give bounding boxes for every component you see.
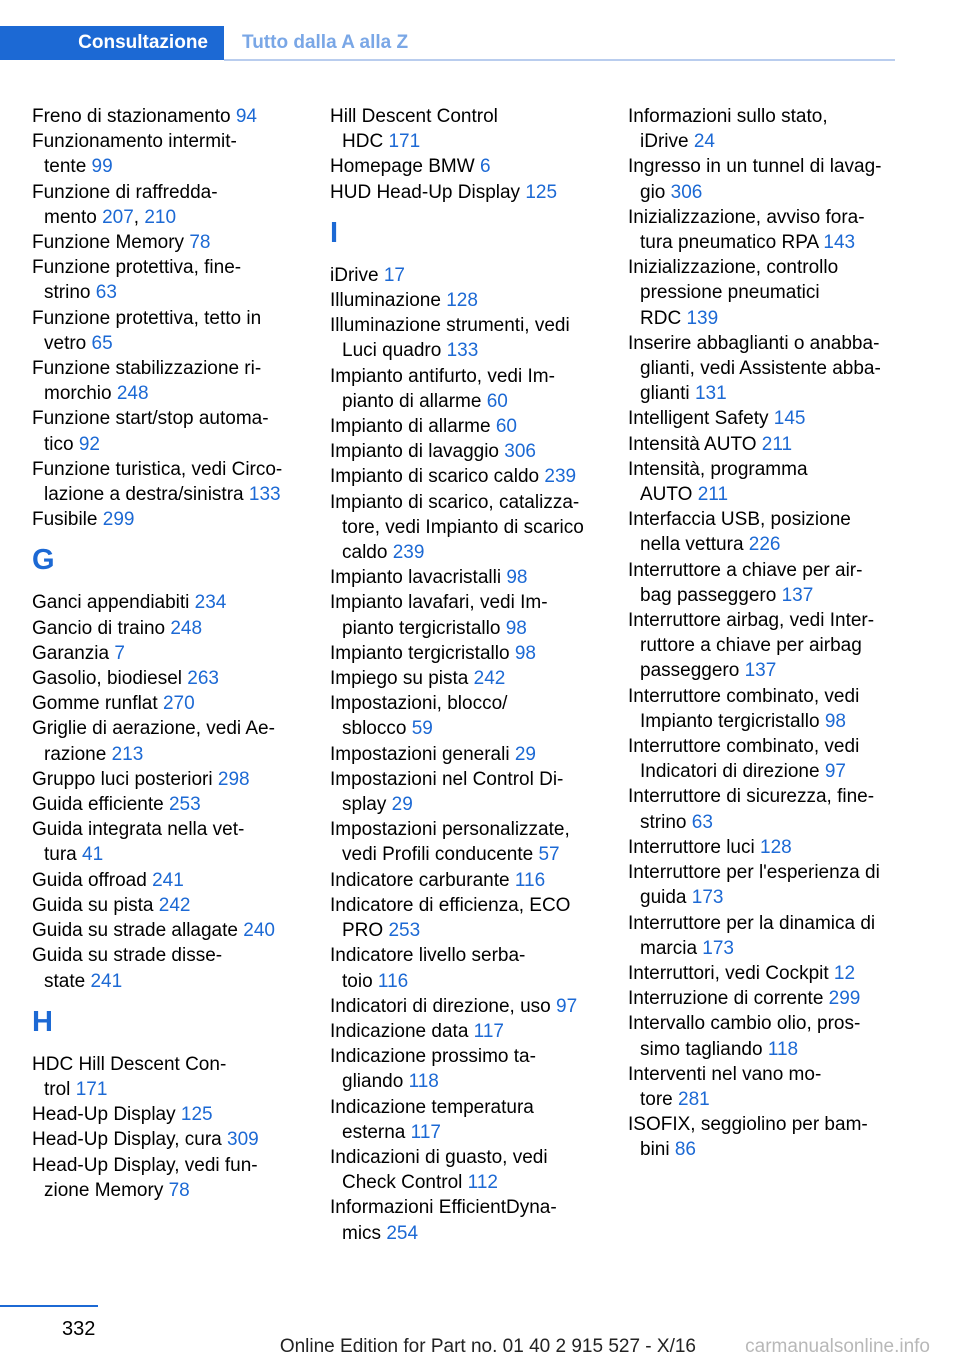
page-link[interactable]: 128 <box>760 836 792 858</box>
page-header <box>0 26 895 62</box>
tab-tutto-dalla-a-alla-z[interactable]: Tutto dalla A alla Z <box>242 32 409 53</box>
index-entry: Indicazione data 117 <box>330 1020 504 1042</box>
index-entry: Funzione protettiva, tetto in vetro 65 <box>32 307 262 354</box>
page-link[interactable]: 299 <box>828 988 861 1010</box>
page-link[interactable]: 239 <box>544 466 577 488</box>
index-entry: Funzionamento intermit- tente 99 <box>32 131 237 178</box>
index-entry: Interruttore combinato, vedi Impianto tergicristallo 98 <box>628 685 860 732</box>
page-link[interactable]: 171 <box>75 1078 108 1100</box>
page-link[interactable]: 137 <box>744 660 777 682</box>
page-link[interactable]: 98 <box>824 710 846 732</box>
index-entry: Gasolio, biodiesel 263 <box>32 668 219 690</box>
page-link[interactable]: 239 <box>392 542 425 564</box>
page-link[interactable]: 65 <box>91 332 113 354</box>
index-entry: Garanzia 7 <box>32 642 125 664</box>
page-link[interactable]: 242 <box>158 894 191 916</box>
page-link[interactable]: 6 <box>479 156 491 178</box>
page-link[interactable]: 253 <box>168 794 201 816</box>
section-letter-h: H <box>32 1005 53 1038</box>
page-link[interactable]: 241 <box>90 970 123 992</box>
page-link[interactable]: 309 <box>227 1129 259 1151</box>
page-link[interactable]: 139 <box>686 307 719 329</box>
page-link[interactable]: 207 <box>102 206 134 228</box>
index-entry: Impianto di scarico caldo 239 <box>330 466 577 488</box>
index-entry: Impostazioni nel Control Di- splay 29 <box>330 768 564 816</box>
page-link[interactable]: 263 <box>187 668 219 690</box>
index-entry: Head-Up Display 125 <box>32 1104 213 1126</box>
page-link[interactable]: 145 <box>773 408 806 430</box>
index-entry: Ingresso in un tunnel di lavag- gio 306 <box>628 156 882 203</box>
index-entry: Indicatore livello serba- toio 116 <box>330 945 526 992</box>
page-link[interactable]: 270 <box>162 693 195 715</box>
page-link[interactable]: 86 <box>674 1139 696 1161</box>
index-entry: Interruttore di sicurezza, fine- strino 63 <box>628 786 875 833</box>
index-entry: Interfaccia USB, posizione nella vettura 226 <box>628 509 851 556</box>
index-entry: HDC Hill Descent Con- trol 171 <box>32 1053 227 1100</box>
page-link[interactable]: 213 <box>111 743 144 765</box>
index-entry: iDrive 17 <box>330 264 405 286</box>
edition-note: Online Edition for Part no. 01 40 2 915 527 - X/16 <box>279 1336 696 1357</box>
index-entry: HUD Head-Up Display 125 <box>330 181 558 203</box>
page-link[interactable]: 131 <box>694 383 727 405</box>
page-number: 332 <box>62 1318 96 1340</box>
page-link[interactable]: 29 <box>391 794 413 816</box>
index-entry: Informazioni sullo stato, iDrive 24 <box>628 106 828 153</box>
page-link[interactable]: 211 <box>761 433 793 455</box>
page-link[interactable]: 173 <box>691 887 724 909</box>
index-entry: Funzione protettiva, fine- strino 63 <box>32 257 242 304</box>
page-link[interactable]: 59 <box>411 718 433 740</box>
page-link[interactable]: 117 <box>410 1121 441 1143</box>
index-entry: Griglie di aerazione, vedi Ae- razione 213 <box>32 718 275 765</box>
index-entry: Informazioni EfficientDyna- mics 254 <box>330 1197 557 1244</box>
index-entry: Interruttore combinato, vedi Indicatori di direzione 97 <box>628 736 860 783</box>
index-entry: Gruppo luci posteriori 298 <box>32 768 250 790</box>
page-link[interactable]: 281 <box>678 1088 710 1110</box>
index-entry: Inizializzazione, controllo pressione pneumatici RDC 139 <box>628 257 839 329</box>
index-entry: Guida efficiente 253 <box>32 794 201 816</box>
page-link[interactable]: 137 <box>781 584 814 606</box>
index-entry: Fusibile 299 <box>32 509 135 531</box>
page-link[interactable]: 117 <box>473 1020 504 1042</box>
page-link[interactable]: 173 <box>702 937 734 959</box>
page-link[interactable]: 118 <box>767 1038 799 1060</box>
section-letter-i: I <box>330 216 339 249</box>
index-entry: Interruttore airbag, vedi Inter- ruttore a chiave per airbag passeggero 137 <box>628 610 875 682</box>
index-entry: Indicatori di direzione, uso 97 <box>330 995 578 1017</box>
index-entry: Gomme runflat 270 <box>32 693 195 715</box>
index-entry: Impianto antifurto, vedi Im- pianto di allarme 60 <box>330 365 555 412</box>
page-link[interactable]: 98 <box>514 642 536 664</box>
page-link[interactable]: 298 <box>217 768 250 790</box>
index-entry: Impianto di lavaggio 306 <box>330 441 536 463</box>
index-entry: Interruttore per la dinamica di marcia 173 <box>628 912 876 959</box>
page-link[interactable]: 210 <box>144 206 177 228</box>
index-entry: Impiego su pista 242 <box>330 668 506 690</box>
index-entry: Head-Up Display, cura 309 <box>32 1129 259 1151</box>
index-entry: Hill Descent Control HDC 171 <box>330 106 498 153</box>
page-link[interactable]: 128 <box>446 290 478 312</box>
index-entry: Illuminazione 128 <box>330 290 478 312</box>
index-entry: Intensità, programma AUTO 211 <box>628 458 808 506</box>
index-entry: Illuminazione strumenti, vedi Luci quadro 133 <box>330 315 570 362</box>
page-link[interactable]: 94 <box>235 106 257 127</box>
index-entry: Guida su pista 242 <box>32 894 191 916</box>
index-entry: Impianto lavacristalli 98 <box>330 567 528 589</box>
footer-rule <box>0 1305 98 1307</box>
page-link[interactable]: 116 <box>377 970 409 992</box>
page-link[interactable]: 211 <box>697 484 729 506</box>
index-entry: Indicazione prossimo ta- gliando 118 <box>330 1046 536 1093</box>
page-link[interactable]: 29 <box>514 743 536 765</box>
index-entry: Indicazione temperatura esterna 117 <box>330 1096 534 1143</box>
page-link[interactable]: 241 <box>152 869 184 891</box>
page-link[interactable]: 248 <box>170 617 203 639</box>
page-link[interactable]: 240 <box>243 920 275 942</box>
section-letter-g: G <box>32 544 55 577</box>
index-entry: Guida integrata nella vet- tura 41 <box>32 819 245 866</box>
index-entry: Indicazioni di guasto, vedi Check Control 112 <box>330 1146 548 1194</box>
page-link[interactable]: 125 <box>525 181 558 203</box>
page-link[interactable]: 306 <box>670 181 703 203</box>
index-entry: Intensità AUTO 211 <box>628 433 793 455</box>
index-entry: Guida su strade disse- state 241 <box>32 945 223 992</box>
index-entry: Inizializzazione, avviso fora- tura pneumatico RPA 143 <box>628 206 865 254</box>
index-entry: Gancio di traino 248 <box>32 617 203 639</box>
page-link[interactable]: 248 <box>116 383 149 405</box>
index-entry: Impostazioni generali 29 <box>330 743 536 765</box>
index-entry: Intelligent Safety 145 <box>628 408 806 430</box>
index-entry: Guida su strade allagate 240 <box>32 920 275 942</box>
index-entry: Guida offroad 241 <box>32 869 184 891</box>
index-entry: Inserire abbaglianti o anabba- glianti, vedi Assistente abba- glianti 131 <box>628 332 881 405</box>
page-link[interactable]: 112 <box>467 1172 498 1194</box>
index-entry: Intervallo cambio olio, pros- simo tagliando 118 <box>628 1013 861 1060</box>
page-link[interactable]: 17 <box>383 264 405 286</box>
page-link[interactable]: 242 <box>473 668 506 690</box>
index-entry: Indicatore carburante 116 <box>330 869 546 891</box>
index-entry: Indicatore di efficienza, ECO PRO 253 <box>330 894 571 942</box>
page-link[interactable]: 97 <box>824 761 846 783</box>
page-link[interactable]: 118 <box>408 1071 439 1093</box>
page-link[interactable]: 98 <box>506 567 528 589</box>
page-link[interactable]: 171 <box>388 131 421 153</box>
page-link[interactable]: 78 <box>168 1179 190 1201</box>
index-entry: Homepage BMW 6 <box>330 156 491 178</box>
page-link[interactable]: 299 <box>102 509 135 531</box>
index-entry: Impostazioni personalizzate, vedi Profili conducente 57 <box>330 819 570 866</box>
index-entry: ISOFIX, seggiolino per bam- bini 86 <box>628 1114 868 1161</box>
page-link[interactable]: 133 <box>248 484 281 506</box>
page-link[interactable]: 226 <box>748 534 781 556</box>
index-entry: Impianto di allarme 60 <box>330 416 517 438</box>
page-link[interactable]: 63 <box>95 282 117 304</box>
page-link[interactable]: 57 <box>538 844 560 866</box>
page-link[interactable]: 234 <box>194 592 227 614</box>
index-entry: Funzione di raffredda- mento 207, 210 <box>32 181 218 228</box>
index-entry: Impianto di scarico, catalizza- tore, vedi Impianto di scarico caldo 239 <box>330 491 584 564</box>
index-entry: Interruttore per l'esperienza di guida 173 <box>628 862 880 909</box>
page-link[interactable]: 92 <box>78 433 100 455</box>
index-entry: Interruttore luci 128 <box>628 836 792 858</box>
page-link[interactable]: 254 <box>386 1222 419 1244</box>
index-entry: Funzione start/stop automa- tico 92 <box>32 408 269 455</box>
index-entry: Interruttori, vedi Cockpit 12 <box>628 962 856 984</box>
page-link[interactable]: 97 <box>556 995 578 1017</box>
page-link[interactable]: 7 <box>114 642 125 664</box>
page-link[interactable]: 253 <box>388 920 421 942</box>
page-link[interactable]: 24 <box>693 131 715 153</box>
index-entry: Impianto tergicristallo 98 <box>330 642 536 664</box>
index-entry: Interventi nel vano mo- tore 281 <box>628 1063 822 1110</box>
index-column-2 <box>330 104 598 1246</box>
index-entry: Funzione Memory 78 <box>32 232 211 254</box>
page-link[interactable]: 78 <box>189 232 211 254</box>
header-divider <box>224 59 895 61</box>
index-entry: Interruttore a chiave per air- bag passeggero 137 <box>628 559 863 606</box>
index-column-1 <box>32 104 300 1203</box>
page-link[interactable]: 60 <box>486 390 508 412</box>
index-entry: Interruzione di corrente 299 <box>628 988 861 1010</box>
page-link[interactable]: 12 <box>833 962 856 984</box>
page-link[interactable]: 143 <box>823 232 856 254</box>
page-link[interactable]: 306 <box>504 441 536 463</box>
index-entry: Funzione stabilizzazione ri- morchio 248 <box>32 358 262 405</box>
page-link[interactable]: 133 <box>446 340 479 362</box>
watermark: carmanualsonline.info <box>745 1336 930 1357</box>
page-link[interactable]: 60 <box>495 416 517 438</box>
index-entry: Impianto lavafari, vedi Im- pianto tergicristallo 98 <box>330 592 548 639</box>
page-link[interactable]: 98 <box>505 617 527 639</box>
page-link[interactable]: 99 <box>91 156 113 178</box>
index-column-3 <box>628 104 896 1163</box>
tab-consultazione[interactable]: Consultazione <box>0 26 224 60</box>
page-link[interactable]: 63 <box>691 811 713 833</box>
index-entry: Ganci appendiabiti 234 <box>32 592 227 614</box>
index-entry: Funzione turistica, vedi Circo- lazione a destra/sinistra 133 <box>32 458 283 506</box>
page-link[interactable]: 41 <box>82 844 104 866</box>
index-entry: Freno di stazionamento 94 <box>32 106 257 127</box>
index-entry: Impostazioni, blocco/ sblocco 59 <box>330 693 508 740</box>
page-link[interactable]: 125 <box>180 1104 213 1126</box>
page-link[interactable]: 116 <box>514 869 546 891</box>
index-entry: Head-Up Display, vedi fun- zione Memory 78 <box>32 1154 258 1201</box>
